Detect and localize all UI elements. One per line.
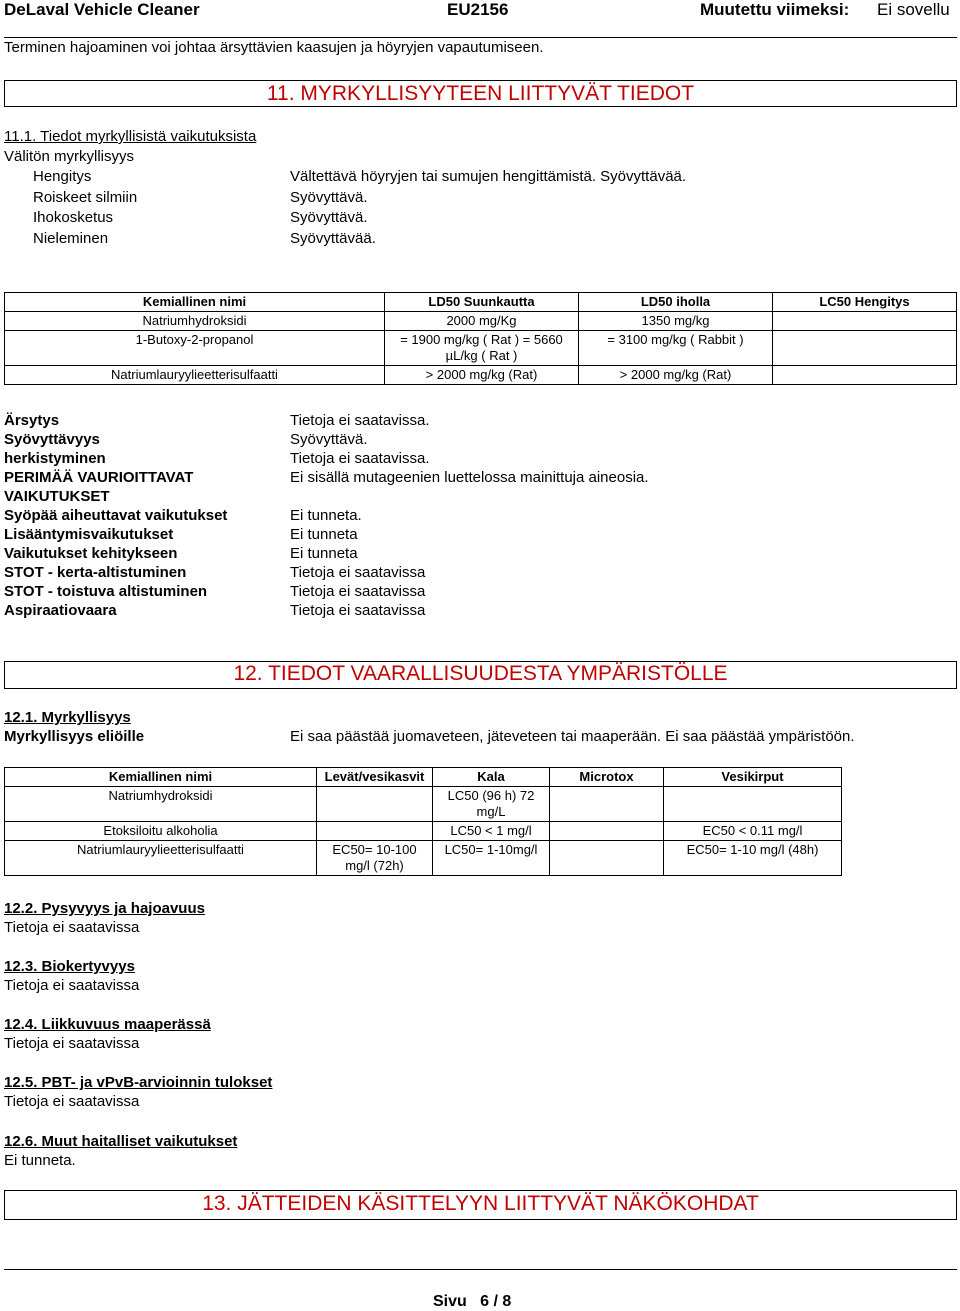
table-cell: Natriumhydroksidi: [5, 787, 317, 822]
acute-value-ingestion: Syövyttävää.: [290, 230, 376, 247]
ecotoxicity-value: Ei saa päästää juomaveteen, jäteveteen tai maaperään. Ei saa päästää ympäristöön.: [290, 728, 855, 745]
table-header: LD50 Suunkautta: [385, 293, 579, 312]
table-header: Kemiallinen nimi: [5, 293, 385, 312]
section-12-4-value: Tietoja ei saatavissa: [4, 1035, 140, 1052]
acute-value-inhalation: Vältettävä höyryjen tai sumujen hengittämistä. Syövyttävää.: [290, 168, 687, 185]
table-cell: [317, 822, 433, 841]
section-11-title: 11. MYRKYLLISYYTEEN LIITTYVÄT TIEDOT: [4, 80, 957, 107]
effect-label-reproductive: Lisääntymisvaikutukset: [4, 526, 174, 543]
table-cell: 1350 mg/kg: [579, 312, 773, 331]
section-12-3-value: Tietoja ei saatavissa: [4, 977, 140, 994]
table-cell: = 1900 mg/kg ( Rat ) = 5660 µL/kg ( Rat ): [385, 331, 579, 366]
acute-toxicity-heading: Välitön myrkyllisyys: [4, 148, 135, 165]
ecotoxicity-table: [4, 767, 842, 876]
table-cell: LC50 < 1 mg/l: [433, 822, 550, 841]
table-row: [5, 841, 842, 876]
table-row: [5, 331, 957, 366]
table-row: [5, 822, 842, 841]
effect-value-corrosivity: Syövyttävä.: [290, 431, 368, 448]
effect-value-developmental: Ei tunneta: [290, 545, 358, 562]
table-cell: > 2000 mg/kg (Rat): [385, 366, 579, 385]
table-cell: Natriumlauryylieetterisulfaatti: [5, 841, 317, 876]
revised-value: Ei sovellu: [877, 0, 950, 19]
effect-label-mutagenicity: PERIMÄÄ VAURIOITTAVAT VAIKUTUKSET: [4, 469, 194, 505]
table-cell: Etoksiloitu alkoholia: [5, 822, 317, 841]
table-cell: Natriumlauryylieetterisulfaatti: [5, 366, 385, 385]
table-cell: LC50= 1-10mg/l: [433, 841, 550, 876]
footer-rule: [4, 1269, 957, 1270]
effect-label-carcinogenicity: Syöpää aiheuttavat vaikutukset: [4, 507, 228, 524]
table-header: Levät/vesikasvit: [317, 768, 433, 787]
table-row: [5, 366, 957, 385]
section-12-6-value: Ei tunneta.: [4, 1152, 76, 1169]
acute-value-skin: Syövyttävä.: [290, 209, 368, 226]
section-12-title: 12. TIEDOT VAARALLISUUDESTA YMPÄRISTÖLLE: [4, 661, 957, 689]
page-number: Sivu 6 / 8: [433, 1293, 512, 1310]
table-header-row: [5, 768, 842, 787]
table-cell: EC50= 1-10 mg/l (48h): [664, 841, 842, 876]
table-cell: EC50 < 0.11 mg/l: [664, 822, 842, 841]
table-cell: [773, 312, 957, 331]
table-cell: 2000 mg/Kg: [385, 312, 579, 331]
effect-value-aspiration: Tietoja ei saatavissa: [290, 602, 426, 619]
table-cell: [317, 787, 433, 822]
table-cell: [550, 841, 664, 876]
effect-value-stot-repeated: Tietoja ei saatavissa: [290, 583, 426, 600]
table-row: [5, 312, 957, 331]
intro-text: Terminen hajoaminen voi johtaa ärsyttävien kaasujen ja höyryjen vapautumiseen.: [4, 39, 544, 56]
section-12-3-heading: 12.3. Biokertyvyys: [4, 958, 135, 975]
acute-label-skin: Ihokosketus: [33, 209, 114, 226]
table-cell: 1-Butoxy-2-propanol: [5, 331, 385, 366]
revised-label: Muutettu viimeksi:: [700, 0, 850, 19]
table-cell: [550, 822, 664, 841]
table-cell: = 3100 mg/kg ( Rabbit ): [579, 331, 773, 366]
table-header: Microtox: [550, 768, 664, 787]
effect-label-stot-single: STOT - kerta-altistuminen: [4, 564, 187, 581]
product-name: DeLaval Vehicle Cleaner: [4, 0, 200, 19]
section-12-6-heading: 12.6. Muut haitalliset vaikutukset: [4, 1133, 238, 1150]
table-cell: [773, 331, 957, 366]
section-11-1-heading: 11.1. Tiedot myrkyllisistä vaikutuksista: [4, 128, 257, 145]
acute-label-inhalation: Hengitys: [33, 168, 92, 185]
ecotoxicity-label: Myrkyllisyys eliöille: [4, 728, 145, 745]
table-header: LD50 iholla: [579, 293, 773, 312]
section-12-2-heading: 12.2. Pysyvyys ja hajoavuus: [4, 900, 205, 917]
table-cell: LC50 (96 h) 72 mg/L: [433, 787, 550, 822]
header-divider: [4, 37, 957, 38]
table-row: [5, 787, 842, 822]
acute-label-eyes: Roiskeet silmiin: [33, 189, 138, 206]
section-12-5-heading: 12.5. PBT- ja vPvB-arvioinnin tulokset: [4, 1074, 273, 1091]
effect-value-reproductive: Ei tunneta: [290, 526, 358, 543]
effect-label-corrosivity: Syövyttävyys: [4, 431, 100, 448]
effect-label-irritation: Ärsytys: [4, 412, 60, 429]
table-cell: [550, 787, 664, 822]
effect-value-irritation: Tietoja ei saatavissa.: [290, 412, 430, 429]
table-cell: > 2000 mg/kg (Rat): [579, 366, 773, 385]
effect-label-stot-repeated: STOT - toistuva altistuminen: [4, 583, 208, 600]
effect-value-mutagenicity: Ei sisällä mutageenien luettelossa mainittuja aineosia.: [290, 469, 649, 486]
acute-label-ingestion: Nieleminen: [33, 230, 109, 247]
toxicity-table: [4, 292, 957, 385]
section-13-title: 13. JÄTTEIDEN KÄSITTELYYN LIITTYVÄT NÄKÖKOHDAT: [4, 1190, 957, 1220]
effect-value-carcinogenicity: Ei tunneta.: [290, 507, 362, 524]
effect-value-stot-single: Tietoja ei saatavissa: [290, 564, 426, 581]
effect-value-sensitization: Tietoja ei saatavissa.: [290, 450, 430, 467]
table-header: Kala: [433, 768, 550, 787]
table-cell: EC50= 10-100 mg/l (72h): [317, 841, 433, 876]
effect-label-developmental: Vaikutukset kehitykseen: [4, 545, 178, 562]
table-cell: [664, 787, 842, 822]
section-12-5-value: Tietoja ei saatavissa: [4, 1093, 140, 1110]
table-cell: Natriumhydroksidi: [5, 312, 385, 331]
effect-label-sensitization: herkistyminen: [4, 450, 106, 467]
table-header-row: [5, 293, 957, 312]
acute-value-eyes: Syövyttävä.: [290, 189, 368, 206]
table-cell: [773, 366, 957, 385]
effect-label-aspiration: Aspiraatiovaara: [4, 602, 117, 619]
table-header: Vesikirput: [664, 768, 842, 787]
product-code: EU2156: [447, 0, 509, 19]
table-header: LC50 Hengitys: [773, 293, 957, 312]
table-header: Kemiallinen nimi: [5, 768, 317, 787]
section-12-4-heading: 12.4. Liikkuvuus maaperässä: [4, 1016, 211, 1033]
section-12-1-heading: 12.1. Myrkyllisyys: [4, 709, 131, 726]
section-12-2-value: Tietoja ei saatavissa: [4, 919, 140, 936]
